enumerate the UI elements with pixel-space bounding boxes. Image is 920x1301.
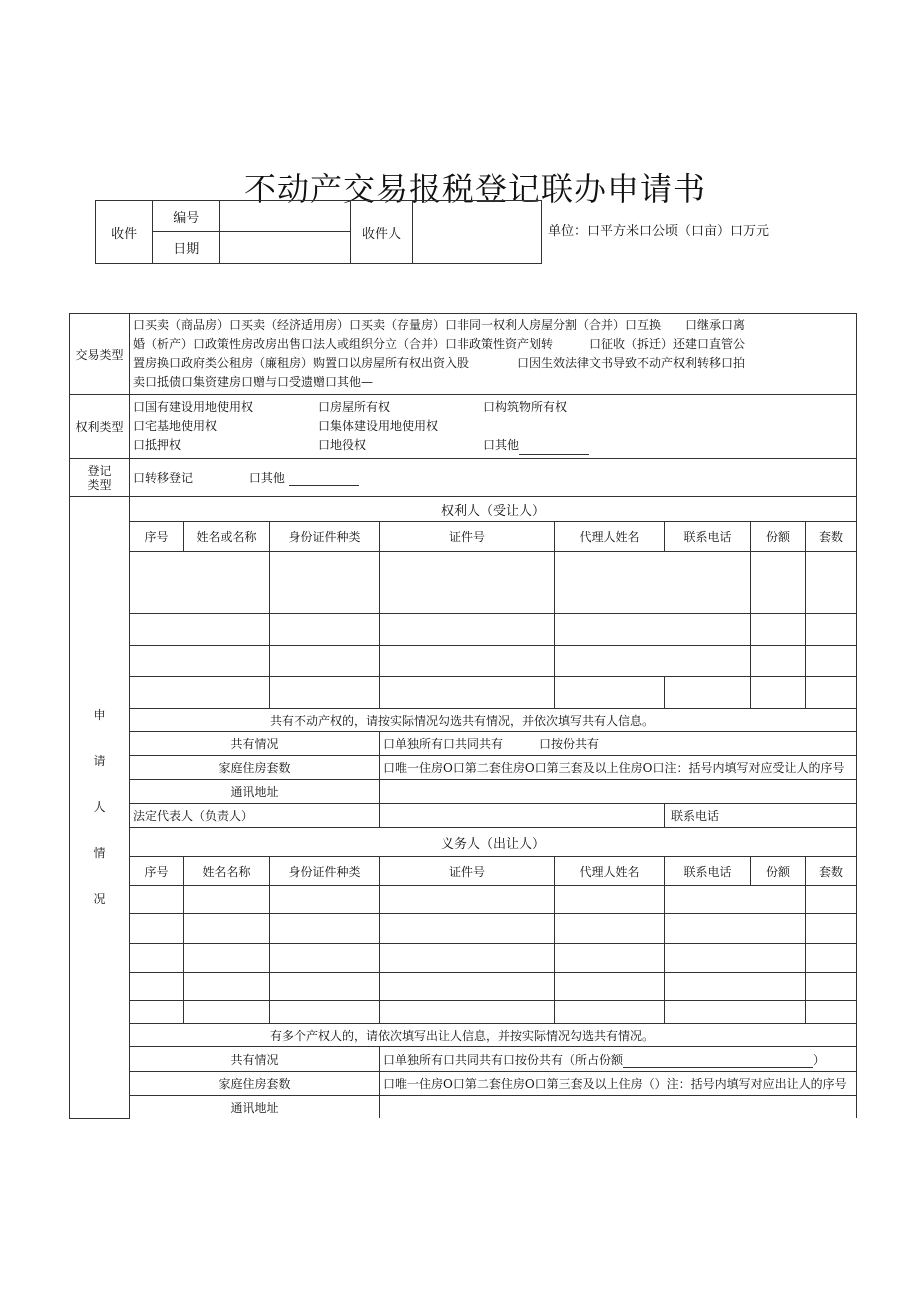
date-label: 日期 (153, 232, 220, 264)
legal-rep-field[interactable] (380, 804, 665, 828)
legal-rep-label: 法定代表人（负责人） (130, 804, 380, 828)
legal-rep-phone-label: 联系电话 (665, 804, 857, 828)
receipt-label: 收件 (96, 201, 153, 264)
transaction-line: 口买卖（商品房）口买卖（经济适用房）口买卖（存量房）口非同一权利人房屋分割（合并）口互换 口继承口离 (133, 318, 746, 332)
cell[interactable] (806, 973, 857, 1001)
cell[interactable] (665, 944, 806, 973)
table-row (70, 973, 857, 1001)
col-phone: 联系电话 (665, 857, 751, 886)
transaction-line: 卖口抵债口集资建房口赠与口受遗赠口其他— (133, 375, 374, 389)
table-row (70, 886, 857, 914)
cell[interactable] (130, 944, 184, 973)
registration-label-line: 类型 (87, 477, 112, 492)
cell[interactable] (380, 614, 555, 646)
cell[interactable] (380, 973, 555, 1001)
col-agent-name: 代理人姓名 (555, 522, 665, 552)
col-share: 份额 (751, 857, 806, 886)
cell[interactable] (130, 914, 184, 944)
obligee-housing-label: 家庭住房套数 (130, 756, 380, 780)
cell[interactable] (665, 973, 806, 1001)
rights-type-label: 权利类型 (70, 395, 130, 459)
cell[interactable] (555, 914, 665, 944)
side-char: 请 (93, 754, 106, 769)
cell[interactable] (555, 614, 751, 646)
obligor-address-label: 通讯地址 (130, 1096, 380, 1119)
cell[interactable] (555, 973, 665, 1001)
rights-option[interactable]: 口构筑物所有权 (483, 400, 568, 414)
col-agent-name: 代理人姓名 (555, 857, 665, 886)
cell[interactable] (270, 973, 380, 1001)
share-blank[interactable] (623, 1067, 813, 1068)
transaction-line: 婚（析产）口政策性房改房出售口法人或组织分立（合并）口非政策性资产划转 口征收（拆迁）还建口直管公 (133, 337, 746, 351)
obligee-address-field[interactable] (380, 780, 857, 804)
cell[interactable] (806, 677, 857, 709)
side-char: 人 (93, 800, 106, 815)
table-row (70, 1001, 857, 1024)
table-row (70, 552, 857, 614)
other-registration-option[interactable]: 口其他 (248, 471, 285, 485)
cell[interactable] (751, 646, 806, 677)
cell[interactable] (555, 552, 751, 614)
number-field[interactable] (220, 201, 351, 232)
receiver-field[interactable] (412, 201, 541, 264)
application-table (69, 313, 857, 1119)
rights-type-options[interactable] (130, 395, 857, 459)
cell[interactable] (806, 646, 857, 677)
cell[interactable] (665, 914, 806, 944)
cell[interactable] (130, 614, 270, 646)
table-row (70, 944, 857, 973)
col-id-type: 身份证件种类 (270, 857, 380, 886)
obligor-housing-options[interactable]: 口唯一住房O口第二套住房O口第三套及以上住房（）注：括号内填写对应出让人的序号 (380, 1072, 857, 1096)
cell[interactable] (555, 886, 665, 914)
cell[interactable] (806, 886, 857, 914)
cell[interactable] (130, 1001, 184, 1024)
rights-option[interactable]: 口地役权 (318, 438, 367, 452)
col-name: 姓名或名称 (184, 522, 270, 552)
cell[interactable] (184, 944, 270, 973)
cell[interactable] (184, 1001, 270, 1024)
cell[interactable] (751, 614, 806, 646)
obligor-coowner-options[interactable] (380, 1047, 857, 1072)
registration-type-options[interactable] (130, 459, 857, 497)
cell[interactable] (130, 552, 270, 614)
registration-type-label (70, 459, 130, 497)
cell[interactable] (555, 646, 751, 677)
cell[interactable] (270, 914, 380, 944)
rights-other-blank[interactable] (519, 436, 589, 455)
cell[interactable] (555, 1001, 665, 1024)
page-title: 不动产交易报税登记联办申请书 (244, 170, 707, 208)
obligor-coowner-label: 共有情况 (130, 1047, 380, 1072)
col-units: 套数 (806, 522, 857, 552)
registration-label-line: 登记 (87, 463, 112, 478)
side-char: 况 (93, 892, 106, 907)
col-index: 序号 (130, 857, 184, 886)
cell[interactable] (270, 552, 380, 614)
cell[interactable] (270, 614, 380, 646)
cell[interactable] (806, 552, 857, 614)
side-char: 申 (93, 708, 106, 723)
cell[interactable] (806, 1001, 857, 1024)
table-row (70, 646, 857, 677)
obligee-coowner-options[interactable]: 口单独所有口共同共有 口按份共有 (380, 732, 857, 756)
obligee-housing-options[interactable]: 口唯一住房O口第二套住房O口第三套及以上住房O口注：括号内填写对应受让人的序号 (380, 756, 857, 780)
cell[interactable] (806, 944, 857, 973)
obligor-note: 有多个产权人的，请依次填写出让人信息，并按实际情况勾选共有情况。 (130, 1024, 857, 1047)
obligor-address-field[interactable] (380, 1096, 857, 1119)
rights-option[interactable]: 口宅基地使用权 (133, 419, 218, 433)
cell[interactable] (184, 973, 270, 1001)
col-share: 份额 (751, 522, 806, 552)
receiver-label: 收件人 (351, 201, 412, 264)
cell[interactable] (555, 677, 665, 709)
registration-other-blank[interactable] (289, 485, 359, 486)
receipt-table (95, 200, 542, 264)
obligee-address-label: 通讯地址 (130, 780, 380, 804)
transaction-type-label: 交易类型 (70, 314, 130, 395)
applicant-side-label (70, 497, 130, 1119)
table-row (70, 614, 857, 646)
transfer-registration-option[interactable]: 口转移登记 (133, 471, 194, 485)
table-row (70, 914, 857, 944)
cell[interactable] (380, 646, 555, 677)
obligor-housing-label: 家庭住房套数 (130, 1072, 380, 1096)
cell[interactable] (555, 944, 665, 973)
rights-option[interactable]: 口抵押权 (133, 438, 182, 452)
cell[interactable] (130, 973, 184, 1001)
cell[interactable] (130, 646, 270, 677)
obligee-header: 权利人（受让人） (130, 497, 857, 522)
obligor-header: 义务人（出让人） (130, 828, 857, 857)
cell[interactable] (380, 944, 555, 973)
cell[interactable] (270, 677, 380, 709)
col-index: 序号 (130, 522, 184, 552)
cell[interactable] (270, 944, 380, 973)
cell[interactable] (806, 914, 857, 944)
col-phone: 联系电话 (665, 522, 751, 552)
cell[interactable] (665, 1001, 806, 1024)
cell[interactable] (184, 914, 270, 944)
table-row (70, 677, 857, 709)
rights-option[interactable]: 口其他 (483, 438, 520, 452)
cell[interactable] (380, 886, 555, 914)
cell[interactable] (751, 677, 806, 709)
cell[interactable] (130, 677, 270, 709)
date-field[interactable] (220, 232, 351, 264)
rights-option[interactable]: 口集体建设用地使用权 (318, 419, 439, 433)
transaction-type-options[interactable] (130, 314, 857, 395)
transaction-line: 置房换口政府类公租房（廉租房）购置口以房屋所有权出资入股 口因生效法律文书导致不动产权利转移口拍 (133, 356, 746, 370)
cell[interactable] (380, 552, 555, 614)
number-label: 编号 (153, 201, 220, 232)
cell[interactable] (380, 914, 555, 944)
obligor-coowner-text: 口单独所有口共同共有口按份共有（所占份额 (383, 1052, 624, 1067)
col-id-number: 证件号 (380, 857, 555, 886)
col-id-type: 身份证件种类 (270, 522, 380, 552)
obligor-coowner-close: ） (813, 1052, 826, 1067)
cell[interactable] (380, 677, 555, 709)
units-note: 单位：口平方米口公顷（口亩）口万元 (548, 224, 770, 239)
rights-option[interactable]: 口国有建设用地使用权 (133, 400, 254, 414)
cell[interactable] (270, 646, 380, 677)
obligee-note: 共有不动产权的，请按实际情况勾选共有情况，并依次填写共有人信息。 (130, 709, 857, 732)
side-char: 情 (93, 846, 106, 861)
cell[interactable] (270, 886, 380, 914)
col-units: 套数 (806, 857, 857, 886)
col-name: 姓名名称 (184, 857, 270, 886)
cell[interactable] (184, 886, 270, 914)
obligee-coowner-label: 共有情况 (130, 732, 380, 756)
cell[interactable] (751, 552, 806, 614)
cell[interactable] (665, 677, 751, 709)
cell[interactable] (665, 886, 806, 914)
cell[interactable] (380, 1001, 555, 1024)
col-id-number: 证件号 (380, 522, 555, 552)
cell[interactable] (270, 1001, 380, 1024)
cell[interactable] (806, 614, 857, 646)
cell[interactable] (130, 886, 184, 914)
rights-option[interactable]: 口房屋所有权 (318, 400, 391, 414)
